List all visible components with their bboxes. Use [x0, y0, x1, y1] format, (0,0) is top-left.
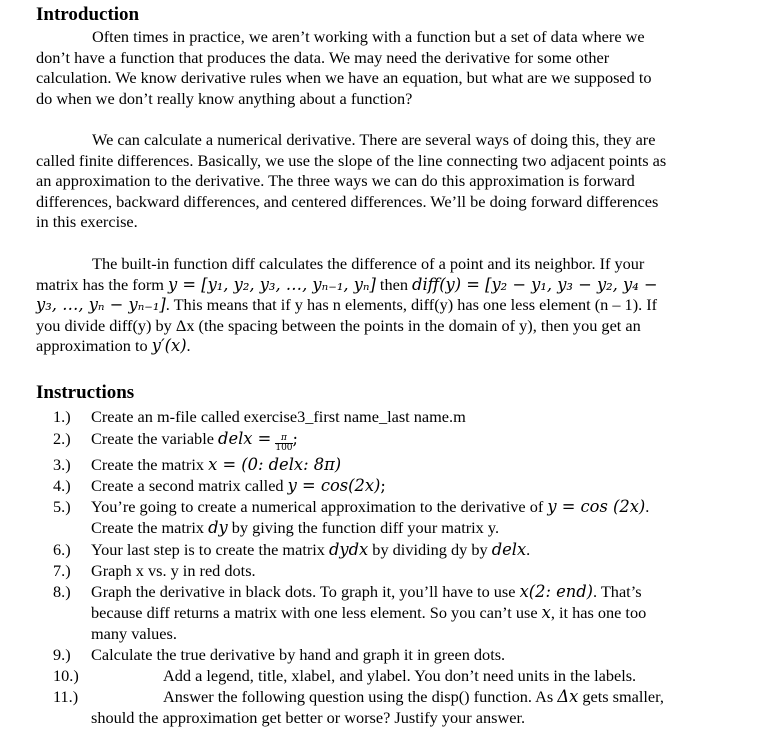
list-item: 11.) Answer the following question using the disp() function. As Δx gets smaller, should the approximation get better or worse? Justify your answer. [53, 687, 664, 727]
list-item: 5.) You’re going to create a numerical approximation to the derivative of y = cos (2x). Create the matrix dy by giving the function diff your matrix y. [53, 497, 650, 537]
introduction-heading: Introduction [36, 4, 140, 25]
list-item: 6.) Your last step is to create the matrix dydx by dividing dy by delx. [53, 540, 531, 559]
list-item: 3.) Create the matrix x = (0: delx: 8π) [53, 455, 342, 474]
intro-paragraph-1: Often times in practice, we aren’t working with a function but a set of data where we don’t have a function that produces the data. We may need the derivative for some other calculation. We know derivative rules when we have an equation, but what are we supposed to do when we don’t really know anything about a function? [36, 27, 652, 108]
list-item: 7.) Graph x vs. y in red dots. [53, 561, 256, 580]
math-y-vector: y = [y₁, y₂, y₃, …, yₙ₋₁, yₙ] [168, 274, 376, 294]
list-item: 4.) Create a second matrix called y = cos(2x); [53, 476, 386, 495]
list-item: 9.) Calculate the true derivative by hand and graph it in green dots. [53, 645, 506, 664]
list-item: 2.) Create the variable delx = $\frac{\pi}{100}$ ; [53, 429, 299, 453]
list-item: 1.) Create an m-file called exercise3_first name_last name.m [53, 407, 466, 426]
math-diff-y: diff(y) = [y₂ − y₁, y₃ − y₂, y₄ − [412, 274, 658, 294]
intro-paragraph-3: The built-in function diff calculates the difference of a point and its neighbor. If your matrix has the form y = [y₁, y₂, y₃, …, yₙ₋₁, yₙ] then diff(y) = [y₂ − y₁, y₃ − y₂, y₄ − y₃, …, yₙ − yₙ₋₁]. This means that if y has n elements, diff(y) has one less element (n – 1). If you divide diff(y) by Δx (the spacing between the points in the domain of y), then you get an approximation to y′(x). [36, 254, 658, 356]
pi-over-100-fraction: $\frac{\pi}{100}$ [275, 433, 293, 453]
intro-paragraph-2: We can calculate a numerical derivative. There are several ways of doing this, they are called finite differences. Basically, we use the slope of the line connecting two adjacent points as an approximation to the derivative. The three ways we can do this approximation is forward differences, backward differences, and centered differences. We’ll be doing forward differences in this exercise. [36, 130, 667, 232]
math-diff-tail: y₃, …, yₙ − yₙ₋₁] [36, 295, 166, 315]
list-item: 8.) Graph the derivative in black dots. To graph it, you’ll have to use x(2: end). That’s because diff returns a matrix with one less element. So you can’t use x, it has one too many values. [53, 582, 647, 643]
instructions-heading: Instructions [36, 382, 135, 403]
math-y-prime: y′(x) [151, 336, 187, 356]
list-item: 10.) Add a legend, title, xlabel, and ylabel. You don’t need units in the labels. [53, 666, 637, 685]
